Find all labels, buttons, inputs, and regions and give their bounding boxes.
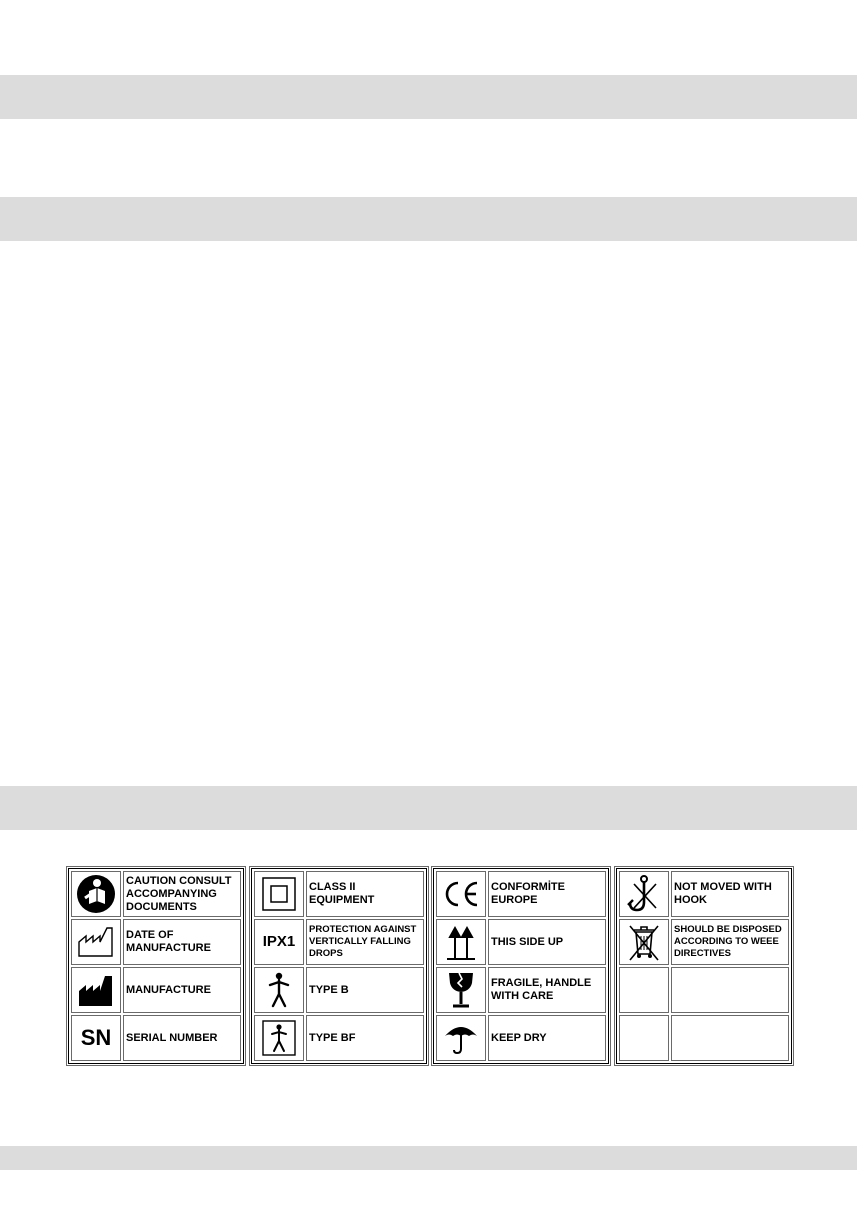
symbol-label: CONFORMİTE EUROPE xyxy=(488,871,606,917)
symbol-label: TYPE BF xyxy=(306,1015,424,1061)
class-ii-icon xyxy=(254,871,304,917)
section-header-band-3 xyxy=(0,786,857,830)
symbol-label: KEEP DRY xyxy=(488,1015,606,1061)
section-header-band-1 xyxy=(0,75,857,119)
symbol-label: MANUFACTURE xyxy=(123,967,241,1013)
weee-bin-icon xyxy=(619,919,669,965)
date-of-manufacture-icon xyxy=(71,919,121,965)
manufacturer-icon xyxy=(71,967,121,1013)
no-hook-icon xyxy=(619,871,669,917)
symbol-label: FRAGILE, HANDLE WITH CARE xyxy=(488,967,606,1013)
symbol-label: SHOULD BE DISPOSED ACCORDING TO WEEE DIRECTIVES xyxy=(671,919,789,965)
symbol-table-3 xyxy=(433,868,609,1064)
symbol-label: CLASS II EQUIPMENT xyxy=(306,871,424,917)
type-b-icon xyxy=(254,967,304,1013)
symbol-table-2 xyxy=(251,868,427,1064)
empty-icon-cell xyxy=(619,1015,669,1061)
type-bf-icon xyxy=(254,1015,304,1061)
ipx1-icon: IPX1 xyxy=(254,919,304,965)
symbol-label: CAUTION CONSULT ACCOMPANYING DOCUMENTS xyxy=(123,871,241,917)
umbrella-icon xyxy=(436,1015,486,1061)
symbol-label xyxy=(671,967,789,1013)
manual-reading-icon xyxy=(71,871,121,917)
this-side-up-icon xyxy=(436,919,486,965)
symbol-table-4 xyxy=(616,868,792,1064)
symbol-label: PROTECTION AGAINST VERTICALLY FALLING DROPS xyxy=(306,919,424,965)
symbol-label: THIS SIDE UP xyxy=(488,919,606,965)
ce-mark-icon xyxy=(436,871,486,917)
symbol-label: NOT MOVED WITH HOOK xyxy=(671,871,789,917)
symbol-label: DATE OF MANUFACTURE xyxy=(123,919,241,965)
symbol-label: SERIAL NUMBER xyxy=(123,1015,241,1061)
symbol-label xyxy=(671,1015,789,1061)
section-header-band-2 xyxy=(0,197,857,241)
serial-number-icon: SN xyxy=(71,1015,121,1061)
fragile-glass-icon xyxy=(436,967,486,1013)
empty-icon-cell xyxy=(619,967,669,1013)
section-header-band-4 xyxy=(0,1146,857,1170)
symbol-table-1 xyxy=(68,868,244,1064)
symbol-label: TYPE B xyxy=(306,967,424,1013)
